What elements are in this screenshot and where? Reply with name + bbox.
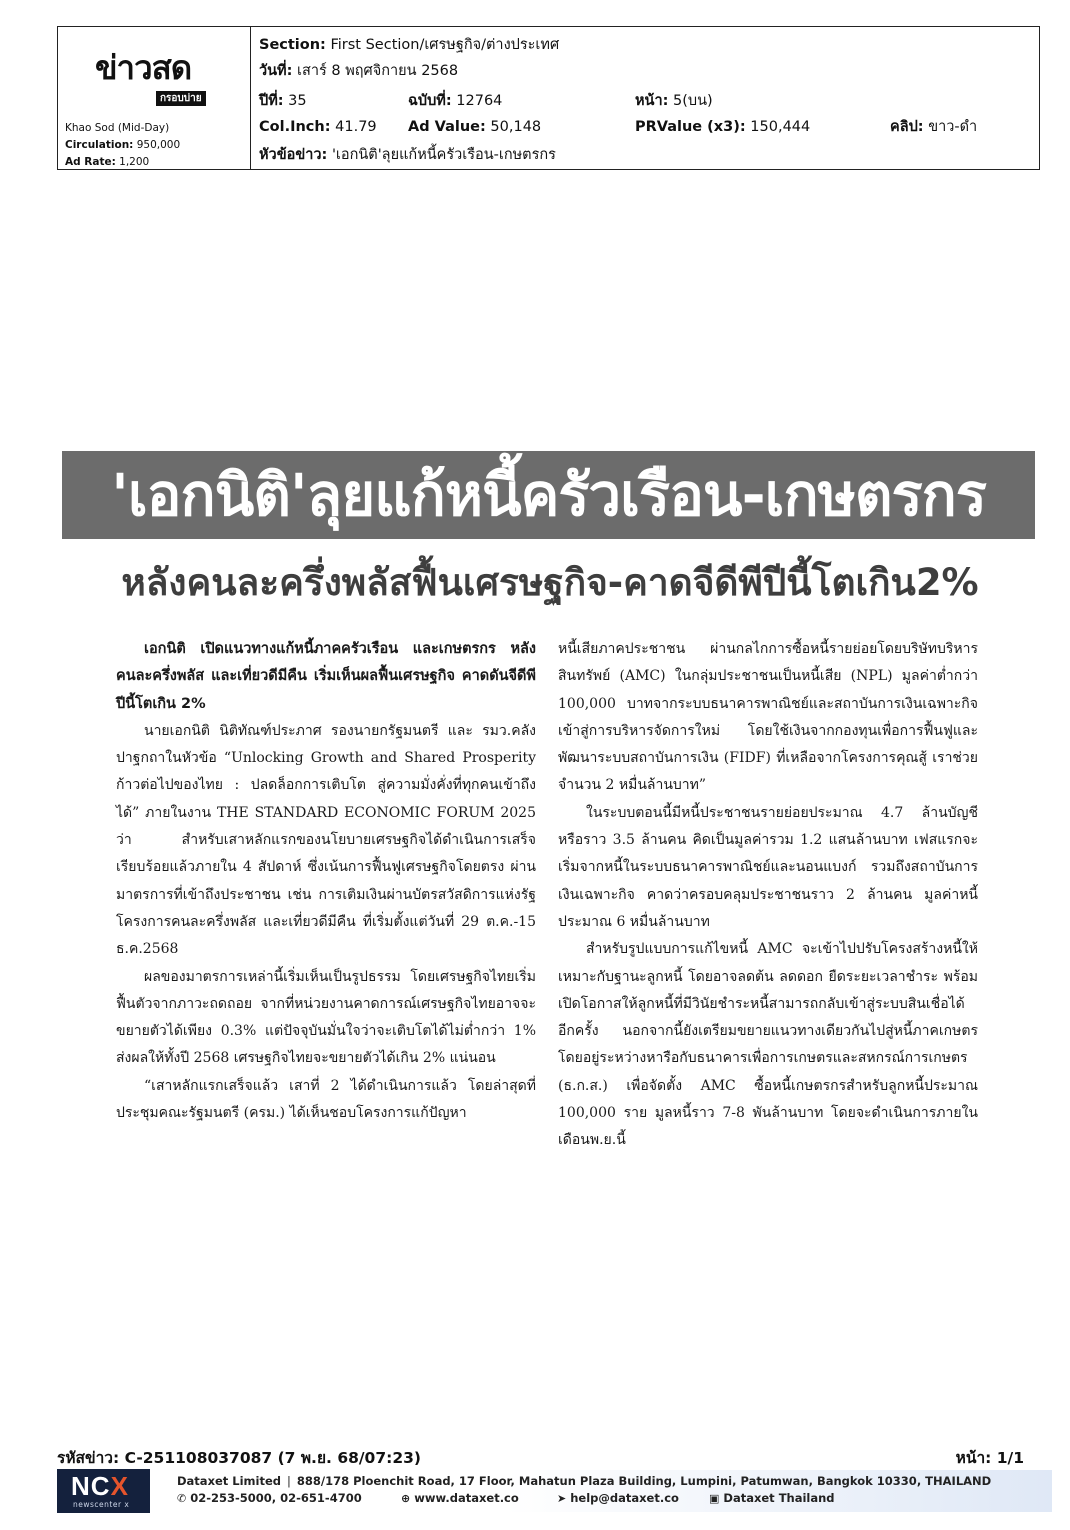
news-code: รหัสข่าว: C-251108037087 (7 พ.ย. 68/07:23) [57,1449,421,1467]
article-headline: 'เอกนิติ'ลุยแก้หนี้ครัวเรือน-เกษตรกร [111,461,986,529]
article-column-right [558,636,978,1155]
article-paragraph: หนี้เสียภาคประชาชน ผ่านกลไกการซื้อหนี้รายย่อยโดยบริษัทบริหารสินทรัพย์ (AMC) ในกลุ่มประชาชนเป็นหนี้เสีย (NPL) มูลค่าต่ำกว่า 100,000 บาทจากระบบธนาคารพาณิชย์และสถาบันการเงินเฉพาะกิจเข้าสู่การบริหารจัดการใหม่ โดยใช้เงินจากกองทุนเพื่อการฟื้นฟูและพัฒนาระบบสถาบันการเงิน (FIDF) ที่เหลือจากโครงการคุณสู้ เราช่วยจำนวน 2 หมื่นล้านบาท” [558,641,978,794]
date-row: วันที่: เสาร์ 8 พฤศจิกายน 2568 [259,63,459,79]
phone-icon: ✆ [177,1492,187,1505]
ncx-logo [57,1469,150,1513]
circulation-row: Circulation: 950,000 [65,139,181,151]
article-lead: เอกนิติ เปิดแนวทางแก้หนี้ภาคครัวเรือน และเกษตรกร หลังคนละครึ่งพลัส และเที่ยวดีมีคืน เริ่มเห็นผลฟื้นเศรษฐกิจ คาดดันจีดีพีปีนี้โตเกิน 2% [116,641,536,712]
section-row: Section: First Section/เศรษฐกิจ/ต่างประเทศ [259,37,560,53]
contact-facebook[interactable]: Dataxet Thailand [723,1491,835,1505]
ad-rate-row: Ad Rate: 1,200 [65,156,150,168]
article-paragraph: สำหรับรูปแบบการแก้ไขหนี้ AMC จะเข้าไปปรับโครงสร้างหนี้ให้เหมาะกับฐานะลูกหนี้ โดยอาจลดต้น ลดดอก ยืดระยะเวลาชำระ พร้อมเปิดโอกาสให้ลูกหนี้ที่มีวินัยชำระหนี้สามารถกลับเข้าสู่ระบบสินเชื่อได้อีกครั้ง นอกจากนี้ยังเตรียมขยายแนวทางเดียวกันไปสู่หนี้ภาคเกษตร โดยอยู่ระหว่างหารือกับธนาคารเพื่อการเกษตรและสหกรณ์การเกษตร (ธ.ก.ส.) เพื่อจัดตั้ง AMC ซื้อหนี้เกษตรกรสำหรับลูกหนี้ประมาณ 100,000 ราย มูลหนี้ราว 7-8 พันล้านบาท โดยจะดำเนินการภายในเดือนพ.ย.นี้ [558,941,978,1149]
headline-row: หัวข้อข่าว: 'เอกนิติ'ลุยแก้หนี้ครัวเรือน-เกษตรกร [259,147,556,163]
ncx-logo-text: NCX [71,1471,129,1501]
company-address-line: Dataxet Limited | 888/178 Ploenchit Road, 17 Floor, Mahatun Plaza Building, Lumpini, Patumwan, Bangkok 10330, THAILAND [177,1474,992,1488]
publication-box [58,27,251,169]
send-icon: ➤ [557,1492,567,1505]
page-count: หน้า: 1/1 [955,1449,1024,1467]
value-row: Col.Inch: 41.79 Ad Value: 50,148 PRValue (x3): 150,444 คลิป: ขาว-ดำ [259,119,978,135]
contact-email[interactable]: help@dataxet.co [570,1491,679,1505]
company-address: 888/178 Ploenchit Road, 17 Floor, Mahatun Plaza Building, Lumpini, Patumwan, Bangkok 10330, THAILAND [296,1474,992,1488]
article-paragraph: นายเอกนิติ นิติทัณฑ์ประภาศ รองนายกรัฐมนตรี และ รมว.คลัง ปาฐกถาในหัวข้อ “Unlocking Growth and Shared Prosperity ก้าวต่อไปของไทย : ปลดล็อกการเติบโต สู่ความมั่งคั่งที่ทุกคนเข้าถึงได้” ภายในงาน THE STANDARD ECONOMIC FORUM 2025 ว่า สำหรับเสาหลักแรกของนโยบายเศรษฐกิจได้ดำเนินการเสร็จเรียบร้อยแล้วภายใน 4 สัปดาห์ ซึ่งเน้นการฟื้นฟูเศรษฐกิจโดยตรง ผ่านมาตรการที่เข้าถึงประชาชน เช่น การเติมเงินผ่านบัตรสวัสดิการแห่งรัฐ โครงการคนละครึ่งพลัส และเที่ยวดีมีคืน ที่เริ่มตั้งแต่วันที่ 29 ต.ค.-15 ธ.ค.2568 [116,722,536,958]
company-name: Dataxet Limited [177,1474,282,1488]
contact-website[interactable]: www.dataxet.co [414,1491,519,1505]
publication-info [65,120,180,171]
issue-row: ปีที่: 35 ฉบับที่: 12764 หน้า: 5(บน) [259,93,713,109]
clipping-header [57,26,1040,170]
publication-logo: ข่าวสด [95,48,192,87]
globe-icon: ⊕ [401,1492,411,1505]
logo-edition-tag: กรอบบ่าย [156,91,206,106]
article-subheadline: หลังคนละครึ่งพลัสฟื้นเศรษฐกิจ-คาดจีดีพีปีนี้โตเกิน2% [121,561,979,604]
publication-name: Khao Sod (Mid-Day) [65,122,170,134]
article-paragraph: “เสาหลักแรกเสร็จแล้ว เสาที่ 2 ได้ดำเนินการแล้ว โดยล่าสุดที่ประชุมคณะรัฐมนตรี (ครม.) ได้เห็นชอบโครงการแก้ปัญหา [116,1077,536,1122]
article-paragraph: ในระบบตอนนี้มีหนี้ประชาชนรายย่อยประมาณ 4.7 ล้านบัญชี หรือราว 3.5 ล้านคน คิดเป็นมูลค่ารวม 1.2 แสนล้านบาท เฟสแรกจะเริ่มจากหนี้ในระบบธนาคารพาณิชย์และนอนแบงก์ รวมถึงสถาบันการเงินเฉพาะกิจ คาดว่าครอบคลุมประชาชนราว 2 ล้านคน มูลค่าหนี้ประมาณ 6 หมื่นล้านบาท [558,804,978,930]
article-column-left [116,636,536,1127]
contact-phone[interactable]: 02-253-5000, 02-651-4700 [190,1491,362,1505]
ncx-logo-subtitle: newscenter x [73,1500,130,1509]
facebook-icon: ▣ [709,1492,720,1505]
article-paragraph: ผลของมาตรการเหล่านี้เริ่มเห็นเป็นรูปธรรม โดยเศรษฐกิจไทยเริ่มฟื้นตัวจากภาวะถดถอย จากที่หน่วยงานคาดการณ์เศรษฐกิจไทยอาจจะขยายตัวได้เพียง 0.3% แต่ปัจจุบันมั่นใจว่าจะเติบโตได้ไม่ต่ำกว่า 1% ส่งผลให้ทั้งปี 2568 เศรษฐกิจไทยจะขยายตัวได้เกิน 2% แน่นอน [116,968,536,1067]
